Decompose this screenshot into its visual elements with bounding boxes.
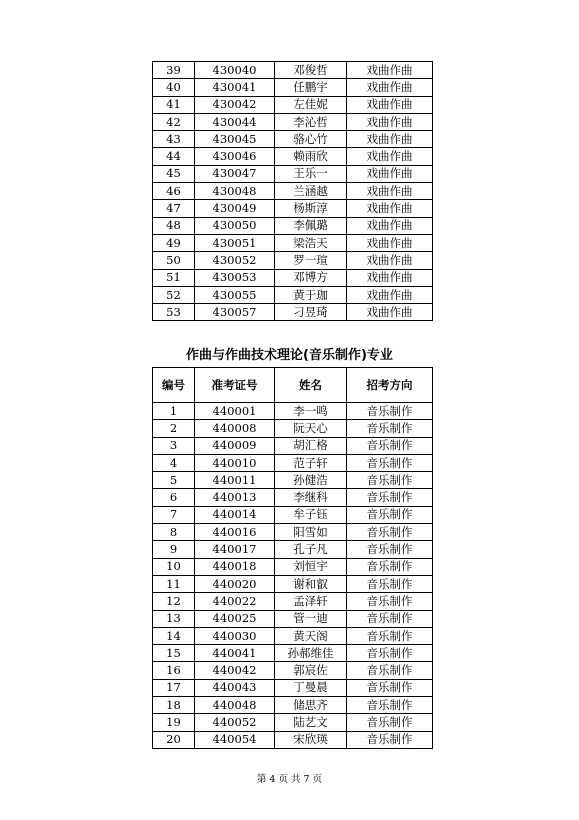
table-row <box>153 454 433 471</box>
cell-number: 49 <box>153 234 195 251</box>
cell-exam-id: 440001 <box>195 403 275 420</box>
cell-number: 20 <box>153 731 195 748</box>
header-name: 姓名 <box>275 368 347 403</box>
table-row <box>153 679 433 696</box>
table-row <box>153 200 433 217</box>
cell-name: 牟子钰 <box>275 506 347 523</box>
cell-number: 9 <box>153 541 195 558</box>
cell-number: 11 <box>153 575 195 592</box>
table-row <box>153 96 433 113</box>
cell-name: 范子轩 <box>275 454 347 471</box>
admission-list-table <box>152 367 433 749</box>
table-row <box>153 541 433 558</box>
header-direction: 招考方向 <box>347 368 433 403</box>
cell-exam-id: 430051 <box>195 234 275 251</box>
cell-number: 45 <box>153 165 195 182</box>
cell-name: 宋欣瑛 <box>275 731 347 748</box>
cell-exam-id: 440020 <box>195 575 275 592</box>
cell-name: 王乐一 <box>275 165 347 182</box>
cell-number: 14 <box>153 627 195 644</box>
cell-number: 42 <box>153 113 195 130</box>
cell-exam-id: 430047 <box>195 165 275 182</box>
table-row <box>153 79 433 96</box>
cell-direction: 戏曲作曲 <box>347 96 433 113</box>
cell-exam-id: 430046 <box>195 148 275 165</box>
page-footer: 第 4 页 共 7 页 <box>256 774 323 785</box>
cell-number: 8 <box>153 524 195 541</box>
cell-direction: 音乐制作 <box>347 697 433 714</box>
cell-exam-id: 440054 <box>195 731 275 748</box>
cell-exam-id: 440013 <box>195 489 275 506</box>
cell-number: 19 <box>153 714 195 731</box>
cell-exam-id: 430053 <box>195 269 275 286</box>
cell-direction: 音乐制作 <box>347 420 433 437</box>
table-body <box>153 62 433 321</box>
cell-number: 1 <box>153 403 195 420</box>
cell-name: 杨斯淳 <box>275 200 347 217</box>
table-row <box>153 113 433 130</box>
cell-name: 孙郝维佳 <box>275 645 347 662</box>
cell-name: 丁曼晨 <box>275 679 347 696</box>
cell-exam-id: 430045 <box>195 131 275 148</box>
table-row <box>153 403 433 420</box>
cell-direction: 戏曲作曲 <box>347 304 433 321</box>
cell-exam-id: 440008 <box>195 420 275 437</box>
cell-direction: 音乐制作 <box>347 454 433 471</box>
cell-exam-id: 440014 <box>195 506 275 523</box>
table-row <box>153 304 433 321</box>
cell-direction: 音乐制作 <box>347 679 433 696</box>
table-row <box>153 645 433 662</box>
cell-direction: 戏曲作曲 <box>347 62 433 79</box>
cell-exam-id: 430048 <box>195 183 275 200</box>
cell-direction: 音乐制作 <box>347 403 433 420</box>
cell-name: 李一鸣 <box>275 403 347 420</box>
cell-number: 43 <box>153 131 195 148</box>
table-row <box>153 610 433 627</box>
cell-exam-id: 440010 <box>195 454 275 471</box>
cell-name: 谢和叡 <box>275 575 347 592</box>
cell-number: 18 <box>153 697 195 714</box>
table-row <box>153 131 433 148</box>
cell-number: 13 <box>153 610 195 627</box>
cell-direction: 音乐制作 <box>347 731 433 748</box>
cell-name: 储思齐 <box>275 697 347 714</box>
table-row <box>153 269 433 286</box>
cell-name: 邓俊哲 <box>275 62 347 79</box>
table-row <box>153 437 433 454</box>
table-row <box>153 558 433 575</box>
table-row <box>153 714 433 731</box>
cell-number: 48 <box>153 217 195 234</box>
cell-number: 39 <box>153 62 195 79</box>
cell-direction: 音乐制作 <box>347 558 433 575</box>
cell-direction: 戏曲作曲 <box>347 269 433 286</box>
cell-name: 阮天心 <box>275 420 347 437</box>
cell-name: 胡汇格 <box>275 437 347 454</box>
cell-direction: 音乐制作 <box>347 506 433 523</box>
cell-exam-id: 440042 <box>195 662 275 679</box>
table-row <box>153 575 433 592</box>
cell-exam-id: 430057 <box>195 304 275 321</box>
cell-exam-id: 440009 <box>195 437 275 454</box>
cell-direction: 音乐制作 <box>347 662 433 679</box>
cell-number: 41 <box>153 96 195 113</box>
table-row <box>153 489 433 506</box>
table-body <box>153 403 433 749</box>
header-exam-id: 准考证号 <box>195 368 275 403</box>
cell-number: 46 <box>153 183 195 200</box>
cell-direction: 戏曲作曲 <box>347 148 433 165</box>
table-row <box>153 286 433 303</box>
cell-exam-id: 440016 <box>195 524 275 541</box>
cell-exam-id: 440043 <box>195 679 275 696</box>
cell-exam-id: 430040 <box>195 62 275 79</box>
cell-direction: 戏曲作曲 <box>347 79 433 96</box>
cell-direction: 音乐制作 <box>347 714 433 731</box>
cell-number: 17 <box>153 679 195 696</box>
table-row <box>153 524 433 541</box>
cell-name: 黄于珈 <box>275 286 347 303</box>
cell-name: 骆心竹 <box>275 131 347 148</box>
cell-name: 郭宸佐 <box>275 662 347 679</box>
cell-number: 16 <box>153 662 195 679</box>
header-number: 编号 <box>153 368 195 403</box>
cell-number: 7 <box>153 506 195 523</box>
table-row <box>153 252 433 269</box>
section-title: 作曲与作曲技术理论(音乐制作)专业 <box>186 348 393 363</box>
table-row <box>153 627 433 644</box>
cell-exam-id: 430049 <box>195 200 275 217</box>
cell-direction: 音乐制作 <box>347 575 433 592</box>
cell-direction: 戏曲作曲 <box>347 286 433 303</box>
cell-direction: 戏曲作曲 <box>347 234 433 251</box>
cell-number: 44 <box>153 148 195 165</box>
table-header-row <box>153 368 433 403</box>
cell-direction: 音乐制作 <box>347 524 433 541</box>
cell-exam-id: 430055 <box>195 286 275 303</box>
cell-direction: 戏曲作曲 <box>347 252 433 269</box>
cell-exam-id: 440018 <box>195 558 275 575</box>
cell-exam-id: 430044 <box>195 113 275 130</box>
cell-number: 6 <box>153 489 195 506</box>
cell-exam-id: 430052 <box>195 252 275 269</box>
cell-number: 4 <box>153 454 195 471</box>
cell-name: 李沁哲 <box>275 113 347 130</box>
table-row <box>153 165 433 182</box>
cell-number: 5 <box>153 472 195 489</box>
cell-number: 2 <box>153 420 195 437</box>
cell-name: 孙健浩 <box>275 472 347 489</box>
cell-direction: 音乐制作 <box>347 437 433 454</box>
cell-number: 40 <box>153 79 195 96</box>
cell-name: 刘恒宇 <box>275 558 347 575</box>
cell-number: 50 <box>153 252 195 269</box>
cell-name: 陆艺文 <box>275 714 347 731</box>
table-row <box>153 593 433 610</box>
table-row <box>153 217 433 234</box>
cell-name: 孟泽轩 <box>275 593 347 610</box>
cell-exam-id: 440017 <box>195 541 275 558</box>
cell-direction: 音乐制作 <box>347 489 433 506</box>
cell-number: 3 <box>153 437 195 454</box>
cell-exam-id: 430050 <box>195 217 275 234</box>
cell-exam-id: 440011 <box>195 472 275 489</box>
table-row <box>153 183 433 200</box>
cell-direction: 音乐制作 <box>347 593 433 610</box>
cell-exam-id: 440030 <box>195 627 275 644</box>
table-row <box>153 731 433 748</box>
cell-exam-id: 430042 <box>195 96 275 113</box>
cell-exam-id: 440048 <box>195 697 275 714</box>
table-row <box>153 234 433 251</box>
cell-exam-id: 440025 <box>195 610 275 627</box>
cell-number: 15 <box>153 645 195 662</box>
cell-name: 左佳妮 <box>275 96 347 113</box>
cell-exam-id: 430041 <box>195 79 275 96</box>
cell-name: 阳雪如 <box>275 524 347 541</box>
cell-name: 邓博方 <box>275 269 347 286</box>
table-row <box>153 697 433 714</box>
cell-name: 赖雨欣 <box>275 148 347 165</box>
cell-name: 罗一瑄 <box>275 252 347 269</box>
table-row <box>153 472 433 489</box>
cell-number: 12 <box>153 593 195 610</box>
cell-exam-id: 440052 <box>195 714 275 731</box>
cell-name: 刁昱琦 <box>275 304 347 321</box>
cell-exam-id: 440022 <box>195 593 275 610</box>
cell-number: 47 <box>153 200 195 217</box>
cell-name: 梁浩天 <box>275 234 347 251</box>
cell-number: 51 <box>153 269 195 286</box>
cell-name: 李继科 <box>275 489 347 506</box>
table-row <box>153 148 433 165</box>
admission-list-table-continued <box>152 61 433 321</box>
cell-name: 黄天阁 <box>275 627 347 644</box>
cell-direction: 戏曲作曲 <box>347 113 433 130</box>
table-row <box>153 662 433 679</box>
cell-exam-id: 440041 <box>195 645 275 662</box>
table-row <box>153 62 433 79</box>
table-row <box>153 506 433 523</box>
cell-direction: 音乐制作 <box>347 472 433 489</box>
cell-name: 孔子凡 <box>275 541 347 558</box>
cell-direction: 戏曲作曲 <box>347 217 433 234</box>
cell-direction: 音乐制作 <box>347 610 433 627</box>
cell-direction: 戏曲作曲 <box>347 165 433 182</box>
table-row <box>153 420 433 437</box>
cell-name: 李佩璐 <box>275 217 347 234</box>
cell-name: 任鹏宇 <box>275 79 347 96</box>
cell-number: 53 <box>153 304 195 321</box>
cell-name: 管一迪 <box>275 610 347 627</box>
cell-direction: 戏曲作曲 <box>347 131 433 148</box>
cell-name: 兰涵越 <box>275 183 347 200</box>
cell-direction: 戏曲作曲 <box>347 200 433 217</box>
cell-number: 52 <box>153 286 195 303</box>
cell-direction: 音乐制作 <box>347 541 433 558</box>
cell-direction: 音乐制作 <box>347 645 433 662</box>
cell-direction: 戏曲作曲 <box>347 183 433 200</box>
cell-number: 10 <box>153 558 195 575</box>
cell-direction: 音乐制作 <box>347 627 433 644</box>
